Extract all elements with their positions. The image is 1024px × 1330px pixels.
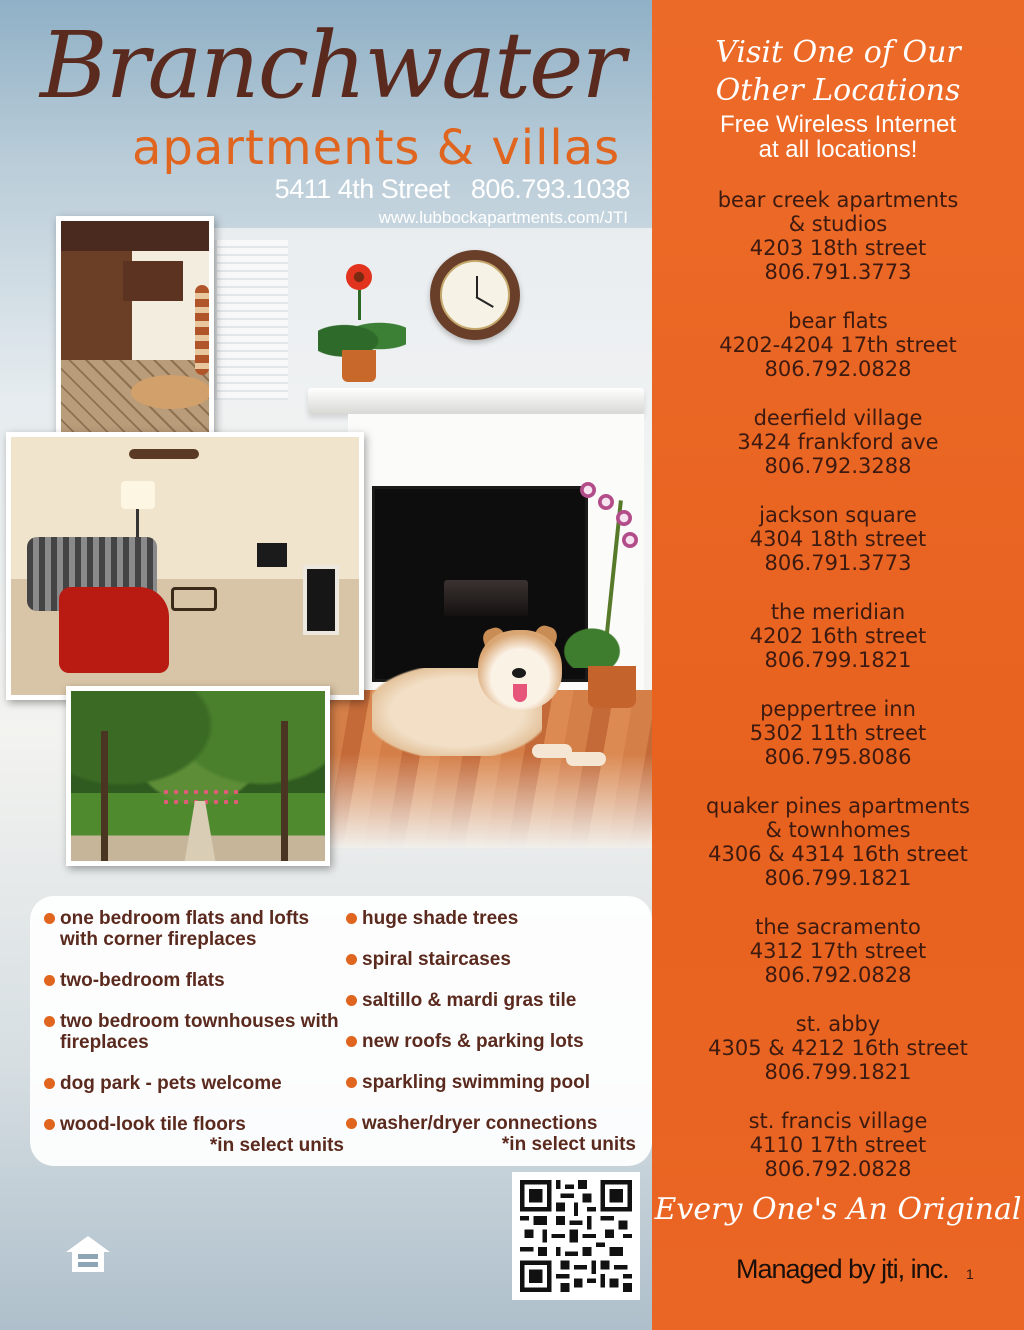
brand-subtitle: apartments & villas: [132, 120, 621, 176]
wifi-notice-line: at all locations!: [758, 136, 918, 163]
tagline: Every One's An Original: [654, 1192, 1022, 1227]
location-name: & townhomes: [765, 818, 911, 842]
bullet-icon: [346, 1036, 357, 1047]
amenity-item: [44, 1114, 344, 1156]
location-entry: [652, 600, 1024, 672]
amenities-left-column: [44, 908, 344, 1176]
amenity-note: *in select units: [501, 1134, 636, 1155]
amenity-text: spiral staircases: [362, 949, 511, 970]
bullet-icon: [44, 913, 55, 924]
television: [257, 543, 287, 567]
location-address: 4312 17th street: [749, 939, 927, 963]
amenity-text: new roofs & parking lots: [362, 1031, 584, 1052]
visit-heading-line: Visit One of Our: [715, 35, 961, 70]
location-name: the meridian: [770, 600, 906, 624]
location-phone[interactable]: 806.799.1821: [764, 866, 912, 890]
bullet-icon: [346, 995, 357, 1006]
amenity-item: [44, 1011, 344, 1053]
location-name: the sacramento: [755, 915, 921, 939]
wifi-notice: [652, 112, 1024, 162]
kitchen-photo-image: [61, 221, 209, 435]
bullet-icon: [44, 1016, 55, 1027]
amenity-text: washer/dryer connections: [362, 1113, 598, 1134]
orchid-bloom: [616, 510, 632, 526]
living-room-photo: [6, 432, 364, 700]
ceiling-fan: [129, 449, 199, 459]
orchid-bloom: [580, 482, 596, 498]
bullet-icon: [44, 1078, 55, 1089]
kitchen-photo: [56, 216, 214, 440]
living-room-photo-image: [11, 437, 359, 695]
bullet-icon: [44, 1119, 55, 1130]
location-name: peppertree inn: [760, 697, 916, 721]
location-address: 4305 & 4212 16th street: [708, 1036, 968, 1060]
amenity-item: [44, 908, 344, 950]
mantel: [308, 388, 644, 414]
dog-paw: [566, 752, 606, 766]
location-address: 5302 11th street: [749, 721, 927, 745]
amenity-text: two-bedroom flats: [60, 970, 225, 991]
location-phone[interactable]: 806.792.0828: [764, 963, 912, 987]
location-entry: [652, 503, 1024, 575]
location-name: st. francis village: [748, 1109, 928, 1133]
location-address: 4110 17th street: [749, 1133, 927, 1157]
amenity-item: [346, 1072, 636, 1093]
bullet-icon: [346, 913, 357, 924]
location-entry: [652, 915, 1024, 987]
qr-code-icon[interactable]: [512, 1172, 640, 1300]
location-address: 4304 18th street: [749, 527, 927, 551]
amenity-item: [346, 949, 636, 970]
location-phone[interactable]: 806.792.0828: [764, 1157, 912, 1181]
qr-code-graphic: [520, 1180, 632, 1292]
floor-lamp-shade: [121, 481, 155, 509]
amenity-text: sparkling swimming pool: [362, 1072, 591, 1093]
location-entry: [652, 1109, 1024, 1181]
other-locations-panel: [652, 0, 1024, 1330]
window-blind: [214, 240, 288, 400]
location-phone[interactable]: 806.799.1821: [764, 1060, 912, 1084]
location-phone[interactable]: 806.791.3773: [764, 260, 912, 284]
clock-hand: [476, 296, 494, 308]
courtyard-path: [183, 801, 217, 861]
location-address: 4202-4204 17th street: [719, 333, 957, 357]
location-phone[interactable]: 806.795.8086: [764, 745, 912, 769]
courtyard-photo: [66, 686, 330, 866]
location-name: st. abby: [795, 1012, 881, 1036]
dog-nose: [512, 668, 526, 678]
orchid-leaves: [560, 612, 640, 668]
kitchen-vase: [195, 285, 209, 375]
amenity-item: [346, 990, 636, 1011]
location-name: deerfield village: [753, 406, 923, 430]
kitchen-table: [131, 375, 209, 409]
brand-url[interactable]: www.lubbockapartments.com/JTI: [378, 208, 628, 227]
tree-trunk: [281, 721, 288, 861]
orchid-pot: [588, 666, 636, 708]
tree-trunk: [101, 731, 108, 861]
orchid-bloom: [598, 494, 614, 510]
amenity-item: [346, 908, 636, 929]
clock-hand: [476, 276, 478, 298]
location-name: & studios: [788, 212, 888, 236]
location-entry: [652, 697, 1024, 769]
gerbera-flower: [346, 264, 372, 290]
bullet-icon: [346, 1077, 357, 1088]
location-address: 4203 18th street: [749, 236, 927, 260]
brand-address-phone: [275, 174, 630, 205]
visit-heading-line: Other Locations: [715, 73, 961, 108]
location-address: 3424 frankford ave: [737, 430, 939, 454]
amenities-box: [30, 896, 652, 1166]
amenities-right-column: [346, 908, 636, 1175]
equal-housing-icon: [64, 1234, 112, 1286]
location-address: 4202 16th street: [749, 624, 927, 648]
location-entry: [652, 794, 1024, 890]
location-name: quaker pines apartments: [706, 794, 970, 818]
location-phone[interactable]: 806.791.3773: [764, 551, 912, 575]
wall-clock: [430, 250, 520, 340]
kitchen-cabinets: [123, 261, 183, 301]
amenity-text: two bedroom townhouses with fireplaces: [60, 1011, 339, 1053]
amenity-text: huge shade trees: [362, 908, 519, 929]
fire-grate: [444, 580, 528, 616]
orchid-bloom: [622, 532, 638, 548]
location-entry: [652, 406, 1024, 478]
amenity-text: one bedroom flats and lofts with corner fireplaces: [60, 908, 310, 950]
amenity-item: [346, 1113, 636, 1155]
amenity-note: *in select units: [209, 1135, 344, 1156]
location-phone[interactable]: 806.799.1821: [764, 648, 912, 672]
location-name: bear creek apartments: [717, 188, 959, 212]
locations-list: [652, 188, 1024, 1206]
bullet-icon: [346, 1118, 357, 1129]
location-entry: [652, 309, 1024, 381]
coffee-table: [171, 587, 217, 611]
brand-phone[interactable]: 806.793.1038: [470, 174, 630, 204]
location-name: bear flats: [788, 309, 888, 333]
wifi-notice-line: Free Wireless Internet: [719, 111, 957, 138]
amenity-text: saltillo & mardi gras tile: [362, 990, 577, 1011]
brand-title: Branchwater: [40, 12, 624, 119]
location-entry: [652, 188, 1024, 284]
flower-pot: [342, 350, 376, 382]
amenity-text: dog park - pets welcome: [60, 1073, 282, 1094]
amenity-item: [44, 1073, 344, 1094]
managed-by: Managed by jti, inc.: [736, 1254, 949, 1284]
location-name: jackson square: [759, 503, 917, 527]
bullet-icon: [346, 954, 357, 965]
courtyard-photo-image: [71, 691, 325, 861]
amenity-item: [346, 1031, 636, 1052]
corner-fireplace: [303, 565, 339, 635]
clock-face: [440, 260, 510, 330]
location-entry: [652, 1012, 1024, 1084]
brand-address: 5411 4th Street: [274, 174, 450, 204]
visit-heading: [652, 34, 1024, 110]
location-phone[interactable]: 806.792.0828: [764, 357, 912, 381]
page-number: 1: [966, 1266, 974, 1282]
house-icon: [64, 1234, 112, 1274]
dog-tongue: [513, 684, 527, 702]
location-address: 4306 & 4314 16th street: [708, 842, 968, 866]
amenity-item: [44, 970, 344, 991]
amenity-text: wood-look tile floors: [60, 1114, 246, 1135]
bullet-icon: [44, 975, 55, 986]
red-chair: [59, 587, 169, 673]
location-phone[interactable]: 806.792.3288: [764, 454, 912, 478]
